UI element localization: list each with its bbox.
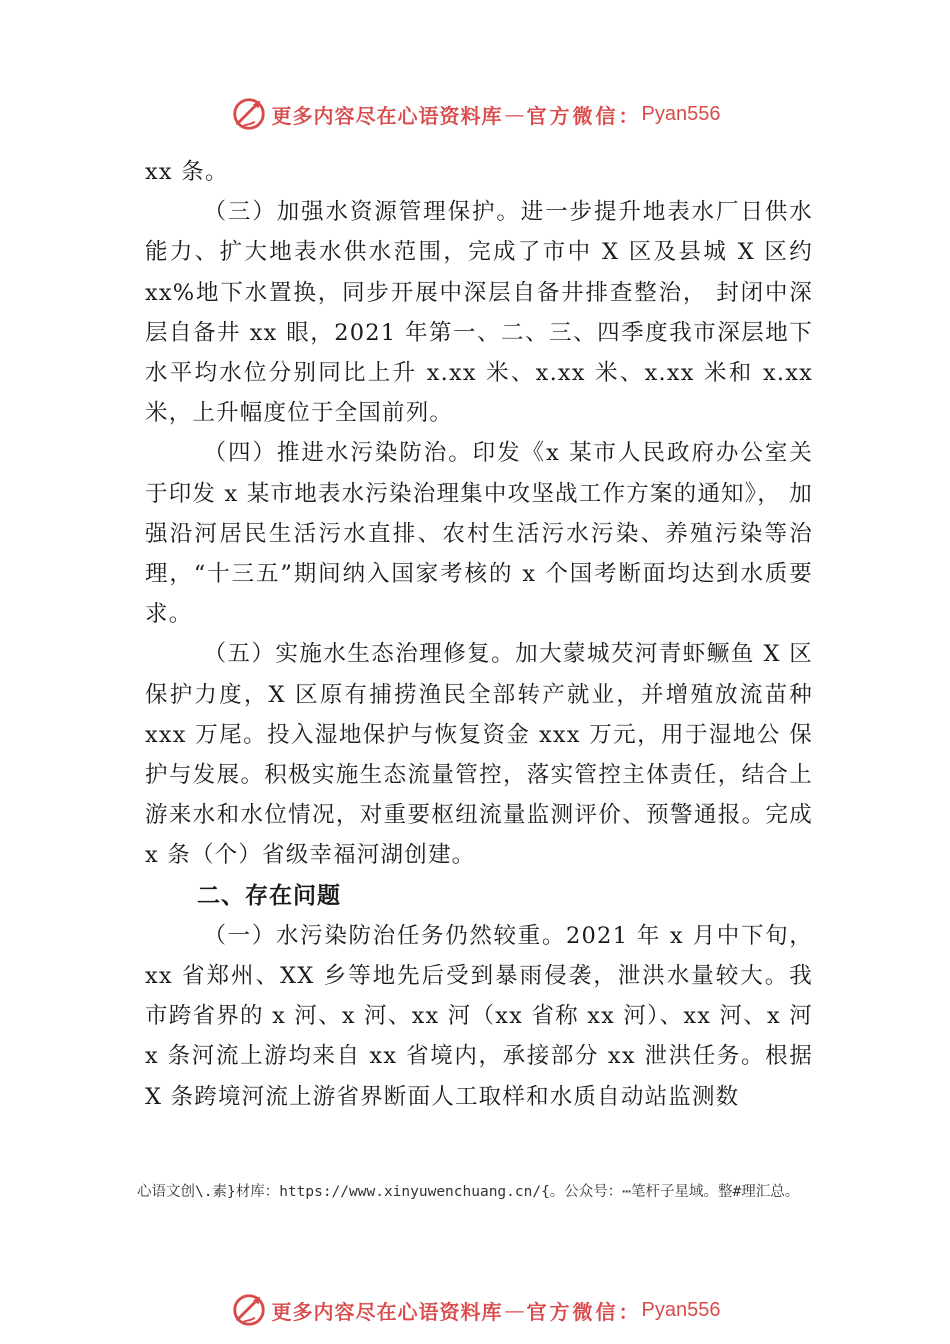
paragraph-problems: （一）水污染防治任务仍然较重。2021 年 x 月中下旬，xx 省郑州、XX 乡等地先后受到暴雨侵袭，泄洪水量较大。我市跨省界的 x 河、x 河、xx 河（xx 省称 xx 河）、xx 河、x 河 x 条河流上游均来自 xx 省境内，承接部分 xx 泄洪任务。根据 X 条跨境河流上游省界断面人工取样和水质自动站监测数 <box>145 922 813 1110</box>
banner-wechat-id: Pyan556 <box>641 102 721 125</box>
source-footnote: 心语文创\.素}材库：https://www.xinyuwenchuang.cn/{。公众号：⋯笔杆子星域。整#理汇总。 <box>137 1184 800 1200</box>
banner-text: 更多内容尽在心语资料库 <box>271 103 503 128</box>
pen-logo-icon <box>230 1291 268 1329</box>
paragraph-water-resource: （三）加强水资源管理保护。进一步提升地表水厂日供水能力、扩大地表水供水范围，完成了市中 X 区及县城 X 区约 xx%地下水置换，同步开展中深层自备井排查整治， 封闭中深层自备井 xx 眼，2021 年第一、二、三、四季度我市深层地下水平均水位分别同比上升 x.xx 米、x.xx 米、x.xx 米和 x.xx 米，上升幅度位于全国前列。 <box>145 199 813 427</box>
banner-label: 官方微信： <box>526 1299 642 1324</box>
banner-dash: — <box>504 1298 525 1322</box>
banner-text: 更多内容尽在心语资料库 <box>271 1299 503 1324</box>
paragraph-pollution-control: （四）推进水污染防治。印发《x 某市人民政府办公室关于印发 x 某市地表水污染治理集中攻坚战工作方案的通知》， 加强沿河居民生活污水直排、农村生活污水污染、养殖污染等治理，“十三五”期间纳入国家考核的 x 个国考断面均达到水质要求。 <box>145 440 813 628</box>
header-watermark-banner <box>0 92 950 136</box>
banner-dash: — <box>504 102 525 126</box>
paragraph-continuation: xx 条。 <box>145 159 229 185</box>
section-heading: 二、存在问题 <box>197 882 341 909</box>
footer-watermark-banner <box>0 1288 950 1332</box>
document-body <box>145 152 813 1117</box>
banner-label: 官方微信： <box>526 103 642 128</box>
banner-wechat-id: Pyan556 <box>641 1298 721 1321</box>
pen-logo-icon <box>230 95 268 133</box>
paragraph-ecology-restoration: （五）实施水生态治理修复。加大蒙城芡河青虾鳜鱼 X 区保护力度，X 区原有捕捞渔民全部转产就业，并增殖放流苗种 xxx 万尾。投入湿地保护与恢复资金 xxx 万元，用于湿地公 保护与发展。积极实施生态流量管控，落实管控主体责任，结合上游来水和水位情况，对重要枢纽流量监测评价、预警通报。完成 x 条（个）省级幸福河湖创建。 <box>145 641 813 869</box>
